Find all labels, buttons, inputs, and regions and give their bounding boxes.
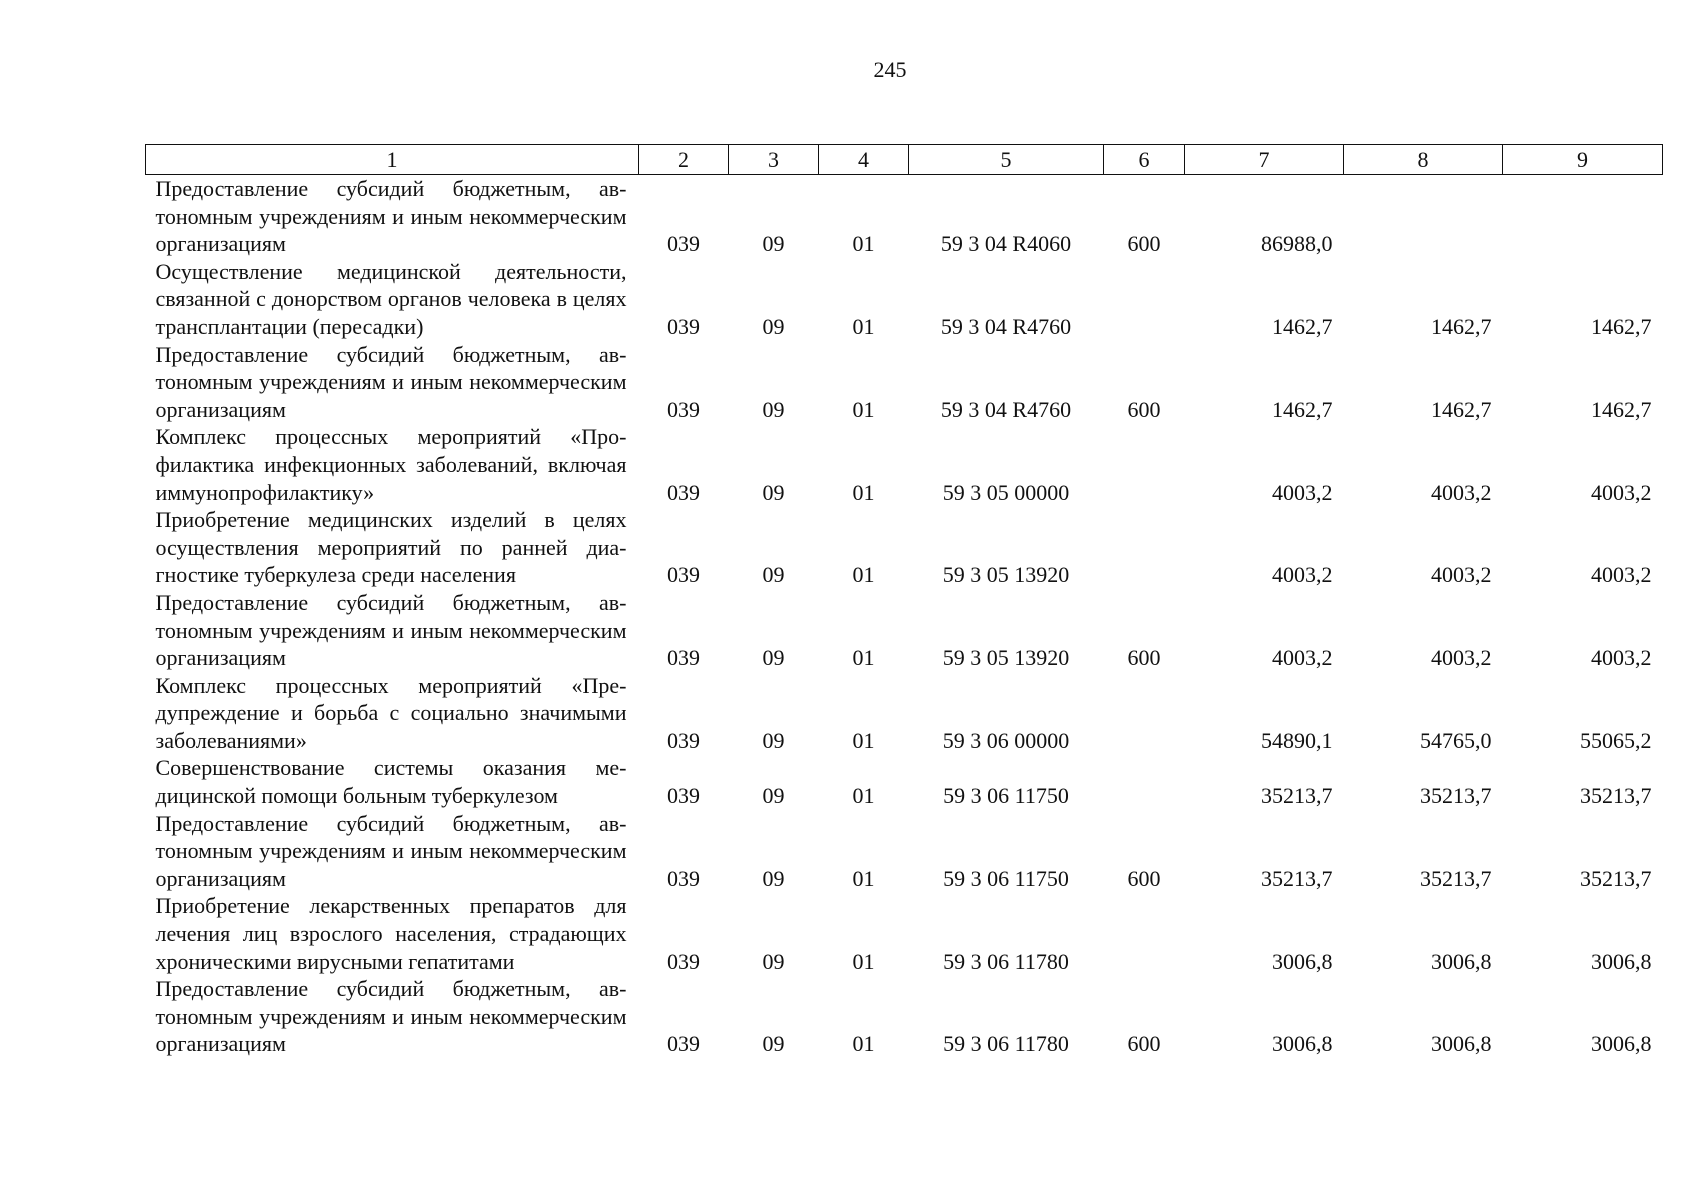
cell-col-8: 35213,7	[1420, 783, 1492, 809]
cell-col-4: 01	[852, 727, 875, 753]
column-header-7: 7	[1185, 145, 1344, 175]
table-row	[146, 341, 1663, 424]
cell-col-8: 54765,0	[1420, 727, 1492, 753]
cell-col-5: 59 3 05 13920	[942, 645, 1070, 671]
cell-col-5: 59 3 04 R4060	[940, 231, 1072, 257]
cell-col-2: 039	[667, 645, 700, 671]
cell-col-2: 039	[667, 727, 700, 753]
table-header	[146, 145, 1663, 175]
cell-col-6: 600	[1127, 231, 1161, 257]
cell-col-3: 09	[762, 948, 785, 974]
cell-col-6: 600	[1127, 1031, 1161, 1057]
cell-col-6: 600	[1127, 645, 1161, 671]
cell-col-2: 039	[667, 479, 700, 505]
cell-col-8: 3006,8	[1431, 948, 1492, 974]
cell-col-3: 09	[762, 865, 785, 891]
cell-col-7: 86988,0	[1261, 231, 1333, 257]
cell-col-9: 4003,2	[1591, 479, 1652, 505]
cell-col-4: 01	[852, 396, 875, 422]
cell-col-4: 01	[852, 783, 875, 809]
cell-col-3: 09	[762, 231, 785, 257]
cell-col-7: 4003,2	[1272, 562, 1333, 588]
cell-col-9: 35213,7	[1580, 865, 1652, 891]
cell-col-5: 59 3 04 R4760	[940, 313, 1072, 339]
cell-col-9: 4003,2	[1591, 562, 1652, 588]
row-description: Предоставление субсидий бюджетным, автономным учреждениям и иным некоммерческим организациям	[155, 176, 627, 257]
cell-col-3: 09	[762, 645, 785, 671]
cell-col-3: 09	[762, 479, 785, 505]
table-row	[146, 892, 1663, 975]
row-description: Приобретение медицинских изделий в целях осуществления мероприятий по ранней диагностике туберкулеза среди населения	[155, 507, 627, 588]
cell-col-5: 59 3 06 00000	[942, 727, 1070, 753]
cell-col-4: 01	[852, 1031, 875, 1057]
cell-col-6	[1104, 672, 1185, 755]
cell-col-7: 3006,8	[1272, 1031, 1333, 1057]
row-description: Комплекс процессных мероприятий «Профилактика инфекционных заболеваний, включая иммунопрофилактику»	[155, 424, 627, 505]
column-header-3: 3	[729, 145, 819, 175]
cell-col-2: 039	[667, 562, 700, 588]
row-description: Комплекс процессных мероприятий «Предупреждение и борьба с социально значимыми заболеваниями»	[155, 672, 627, 753]
column-header-2: 2	[639, 145, 729, 175]
cell-col-4: 01	[852, 562, 875, 588]
page-number: 245	[873, 57, 907, 82]
table-body	[146, 175, 1663, 1059]
cell-col-6	[1104, 892, 1185, 975]
row-description: Предоставление субсидий бюджетным, автономным учреждениям и иным некоммерческим организациям	[155, 976, 627, 1057]
row-description: Осуществление медицинской деятельности, связанной с донорством органов человека в целях трансплантации (пересадки)	[155, 258, 627, 339]
column-header-9: 9	[1503, 145, 1663, 175]
row-description: Совершенствование системы оказания медицинской помощи больным туберкулезом	[155, 755, 627, 809]
cell-col-3: 09	[762, 783, 785, 809]
cell-col-5: 59 3 06 11750	[943, 783, 1069, 809]
cell-col-5: 59 3 05 00000	[942, 479, 1070, 505]
cell-col-5: 59 3 04 R4760	[940, 396, 1072, 422]
cell-col-6	[1104, 423, 1185, 506]
column-header-8: 8	[1344, 145, 1503, 175]
cell-col-3: 09	[762, 313, 785, 339]
column-header-5: 5	[909, 145, 1104, 175]
cell-col-2: 039	[667, 396, 700, 422]
row-description: Предоставление субсидий бюджетным, автономным учреждениям и иным некоммерческим организациям	[155, 341, 627, 422]
cell-col-9: 4003,2	[1591, 645, 1652, 671]
cell-col-9: 1462,7	[1591, 313, 1652, 339]
cell-col-2: 039	[667, 1031, 700, 1057]
table-row	[146, 175, 1663, 258]
table-row	[146, 589, 1663, 672]
budget-table	[145, 144, 1663, 1058]
cell-col-6	[1104, 754, 1185, 809]
cell-col-4: 01	[852, 948, 875, 974]
cell-col-5: 59 3 05 13920	[942, 562, 1070, 588]
column-header-4: 4	[819, 145, 909, 175]
cell-col-5: 59 3 06 11780	[943, 1031, 1069, 1057]
cell-col-2: 039	[667, 865, 700, 891]
cell-col-7: 1462,7	[1272, 396, 1333, 422]
cell-col-8: 35213,7	[1420, 865, 1492, 891]
cell-col-8: 1462,7	[1431, 396, 1492, 422]
cell-col-2: 039	[667, 948, 700, 974]
cell-col-2: 039	[667, 783, 700, 809]
cell-col-4: 01	[852, 313, 875, 339]
cell-col-7: 54890,1	[1261, 727, 1333, 753]
table-row	[146, 975, 1663, 1058]
table-row	[146, 672, 1663, 755]
cell-col-9: 55065,2	[1580, 727, 1652, 753]
cell-col-7: 3006,8	[1272, 948, 1333, 974]
cell-col-4: 01	[852, 865, 875, 891]
row-description: Приобретение лекарственных препаратов для лечения лиц взрослого населения, страдающих хроническими вирусными гепатитами	[155, 893, 627, 974]
cell-col-7: 35213,7	[1261, 865, 1333, 891]
cell-col-4: 01	[852, 645, 875, 671]
cell-col-6: 600	[1127, 865, 1161, 891]
cell-col-8: 4003,2	[1431, 479, 1492, 505]
table-row	[146, 423, 1663, 506]
cell-col-3: 09	[762, 562, 785, 588]
cell-col-3: 09	[762, 1031, 785, 1057]
cell-col-5: 59 3 06 11780	[943, 948, 1069, 974]
cell-col-8	[1344, 175, 1503, 258]
cell-col-9: 3006,8	[1591, 948, 1652, 974]
cell-col-2: 039	[667, 231, 700, 257]
cell-col-2: 039	[667, 313, 700, 339]
cell-col-8: 1462,7	[1431, 313, 1492, 339]
table-row	[146, 754, 1663, 809]
cell-col-8: 4003,2	[1431, 562, 1492, 588]
cell-col-8: 3006,8	[1431, 1031, 1492, 1057]
cell-col-7: 1462,7	[1272, 313, 1333, 339]
cell-col-4: 01	[852, 479, 875, 505]
cell-col-6	[1104, 506, 1185, 589]
cell-col-7: 35213,7	[1261, 783, 1333, 809]
header-row	[146, 145, 1663, 175]
cell-col-3: 09	[762, 396, 785, 422]
column-header-1: 1	[146, 145, 639, 175]
cell-col-9: 1462,7	[1591, 396, 1652, 422]
table-row	[146, 258, 1663, 341]
cell-col-6: 600	[1127, 396, 1161, 422]
row-description: Предоставление субсидий бюджетным, автономным учреждениям и иным некоммерческим организациям	[155, 810, 627, 891]
row-description: Предоставление субсидий бюджетным, автономным учреждениям и иным некоммерческим организациям	[155, 589, 627, 671]
cell-col-5: 59 3 06 11750	[943, 865, 1069, 891]
cell-col-4: 01	[852, 231, 875, 257]
cell-col-9	[1503, 175, 1663, 258]
cell-col-6	[1104, 258, 1185, 341]
cell-col-8: 4003,2	[1431, 645, 1492, 671]
cell-col-3: 09	[762, 727, 785, 753]
table-row	[146, 810, 1663, 893]
column-header-6: 6	[1104, 145, 1185, 175]
table-row	[146, 506, 1663, 589]
cell-col-7: 4003,2	[1272, 645, 1333, 671]
cell-col-9: 35213,7	[1580, 783, 1652, 809]
cell-col-9: 3006,8	[1591, 1031, 1652, 1057]
cell-col-7: 4003,2	[1272, 479, 1333, 505]
